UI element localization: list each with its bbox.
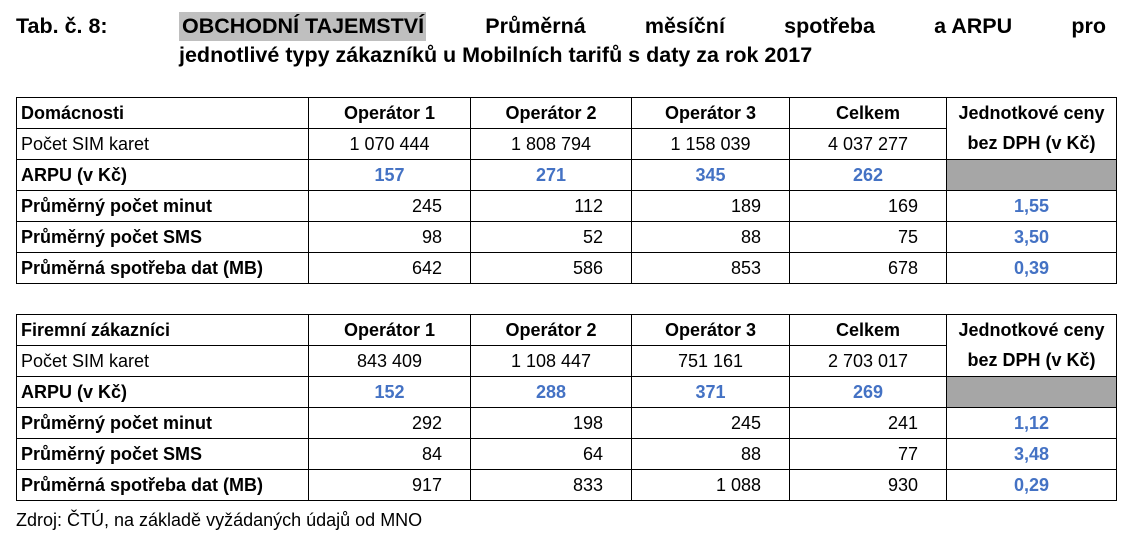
caption-word: pro bbox=[1071, 14, 1106, 38]
table-row-sms bbox=[17, 439, 1117, 470]
row-label: Průměrný počet minut bbox=[17, 408, 309, 439]
source-note: Zdroj: ČTÚ, na základě vyžádaných údajů od MNO bbox=[16, 510, 423, 530]
cell-value: 751 161 bbox=[632, 346, 790, 377]
unit-price-value: 1,55 bbox=[947, 191, 1117, 222]
cell-value: 98 bbox=[309, 222, 471, 253]
cell-value: 84 bbox=[309, 439, 471, 470]
cell-value: 1 070 444 bbox=[309, 129, 471, 160]
arpu-value: 262 bbox=[790, 160, 947, 191]
cell-value: 678 bbox=[790, 253, 947, 284]
col-header-operator-2: Operátor 2 bbox=[471, 315, 632, 346]
row-label: Průměrný počet SMS bbox=[17, 222, 309, 253]
table-row-sms bbox=[17, 222, 1117, 253]
cell-value: 1 158 039 bbox=[632, 129, 790, 160]
unit-price-header: Jednotkové ceny bbox=[947, 98, 1117, 129]
cell-value: 930 bbox=[790, 470, 947, 501]
cell-value: 169 bbox=[790, 191, 947, 222]
caption-word: spotřeba bbox=[784, 14, 875, 38]
col-header-operator-2: Operátor 2 bbox=[471, 98, 632, 129]
cell-value: 112 bbox=[471, 191, 632, 222]
arpu-value: 269 bbox=[790, 377, 947, 408]
row-label: Průměrná spotřeba dat (MB) bbox=[17, 470, 309, 501]
col-header-operator-1: Operátor 1 bbox=[309, 98, 471, 129]
table-row-minutes bbox=[17, 408, 1117, 439]
cell-value: 917 bbox=[309, 470, 471, 501]
cell-value: 64 bbox=[471, 439, 632, 470]
grey-cell bbox=[947, 377, 1117, 408]
row-label: Průměrný počet SMS bbox=[17, 439, 309, 470]
arpu-value: 157 bbox=[309, 160, 471, 191]
cell-value: 88 bbox=[632, 222, 790, 253]
row-label: Počet SIM karet bbox=[17, 129, 309, 160]
col-header-total: Celkem bbox=[790, 315, 947, 346]
cell-value: 292 bbox=[309, 408, 471, 439]
arpu-value: 345 bbox=[632, 160, 790, 191]
cell-value: 853 bbox=[632, 253, 790, 284]
cell-value: 4 037 277 bbox=[790, 129, 947, 160]
cell-value: 843 409 bbox=[309, 346, 471, 377]
cell-value: 241 bbox=[790, 408, 947, 439]
row-label: ARPU (v Kč) bbox=[17, 377, 309, 408]
table-row-sim bbox=[17, 346, 1117, 377]
cell-value: 1 108 447 bbox=[471, 346, 632, 377]
caption-line-1 bbox=[179, 12, 1106, 41]
cell-value: 52 bbox=[471, 222, 632, 253]
cell-value: 198 bbox=[471, 408, 632, 439]
unit-price-value: 0,29 bbox=[947, 470, 1117, 501]
table-row-data bbox=[17, 253, 1117, 284]
col-header-operator-3: Operátor 3 bbox=[632, 315, 790, 346]
cell-value: 77 bbox=[790, 439, 947, 470]
cell-value: 2 703 017 bbox=[790, 346, 947, 377]
arpu-value: 288 bbox=[471, 377, 632, 408]
cell-value: 586 bbox=[471, 253, 632, 284]
row-label: Počet SIM karet bbox=[17, 346, 309, 377]
cell-value: 88 bbox=[632, 439, 790, 470]
cell-value: 1 808 794 bbox=[471, 129, 632, 160]
unit-price-value: 3,50 bbox=[947, 222, 1117, 253]
arpu-value: 271 bbox=[471, 160, 632, 191]
col-header-operator-3: Operátor 3 bbox=[632, 98, 790, 129]
table-row-data bbox=[17, 470, 1117, 501]
arpu-value: 152 bbox=[309, 377, 471, 408]
unit-price-header: Jednotkové ceny bbox=[947, 315, 1117, 346]
table-header-row bbox=[17, 315, 1117, 346]
unit-price-value: 1,12 bbox=[947, 408, 1117, 439]
caption-word: měsíční bbox=[644, 14, 725, 38]
unit-price-value: 3,48 bbox=[947, 439, 1117, 470]
cell-value: 833 bbox=[471, 470, 632, 501]
col-header-operator-1: Operátor 1 bbox=[309, 315, 471, 346]
cell-value: 1 088 bbox=[632, 470, 790, 501]
unit-price-header-line-2: bez DPH (v Kč) bbox=[947, 346, 1117, 377]
cell-value: 642 bbox=[309, 253, 471, 284]
caption-line-2: jednotlivé typy zákazníků u Mobilních tarifů s daty za rok 2017 bbox=[179, 43, 813, 67]
business-customers-table bbox=[16, 314, 1117, 501]
cell-value: 245 bbox=[309, 191, 471, 222]
cell-value: 245 bbox=[632, 408, 790, 439]
row-label: Průměrná spotřeba dat (MB) bbox=[17, 253, 309, 284]
cell-value: 189 bbox=[632, 191, 790, 222]
households-table bbox=[16, 97, 1117, 284]
col-header-total: Celkem bbox=[790, 98, 947, 129]
grey-cell bbox=[947, 160, 1117, 191]
unit-price-value: 0,39 bbox=[947, 253, 1117, 284]
trade-secret-highlight: OBCHODNÍ TAJEMSTVÍ bbox=[179, 12, 426, 41]
table-row-arpu bbox=[17, 160, 1117, 191]
table-row-minutes bbox=[17, 191, 1117, 222]
caption-word: a ARPU bbox=[934, 14, 1013, 38]
table-header-row bbox=[17, 98, 1117, 129]
row-label: ARPU (v Kč) bbox=[17, 160, 309, 191]
segment-label: Firemní zákazníci bbox=[17, 315, 309, 346]
arpu-value: 371 bbox=[632, 377, 790, 408]
unit-price-header-line-2: bez DPH (v Kč) bbox=[947, 129, 1117, 160]
segment-label: Domácnosti bbox=[17, 98, 309, 129]
row-label: Průměrný počet minut bbox=[17, 191, 309, 222]
caption-label: Tab. č. 8: bbox=[16, 14, 108, 38]
cell-value: 75 bbox=[790, 222, 947, 253]
table-row-arpu bbox=[17, 377, 1117, 408]
table-row-sim bbox=[17, 129, 1117, 160]
caption-body bbox=[179, 12, 1106, 70]
caption-word: Průměrná bbox=[485, 14, 586, 38]
